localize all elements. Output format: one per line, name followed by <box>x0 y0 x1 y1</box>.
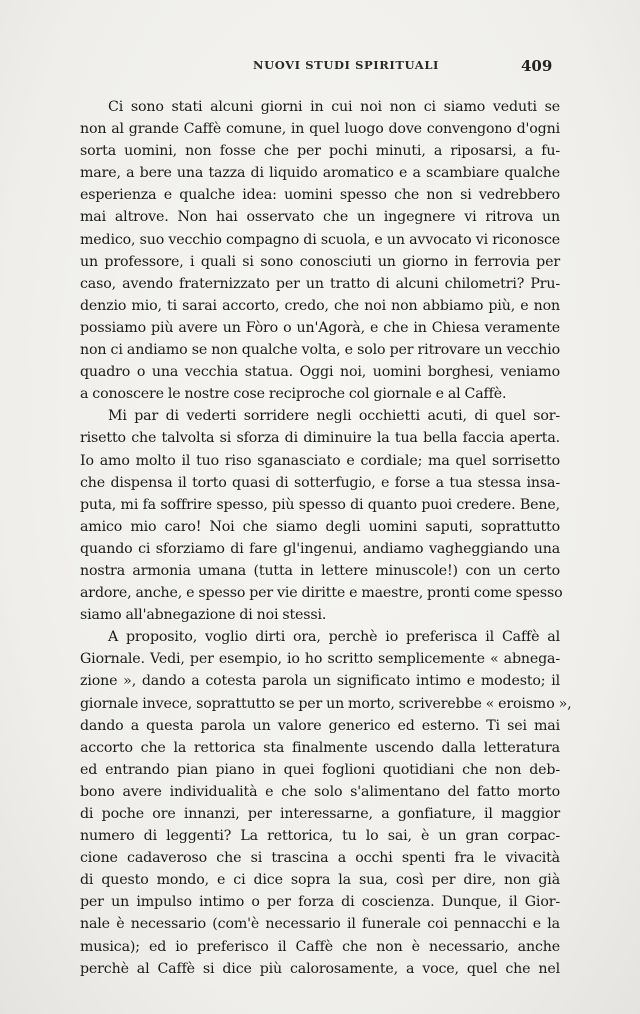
text-line: medico, suo vecchio compagno di scuola, e un avvocato vi riconosce <box>80 231 560 248</box>
text-line: un professore, i quali si sono conosciuti un giorno in ferrovia per <box>80 253 560 270</box>
text-line: non al grande Caffè comune, in quel luogo dove convengono d'ogni <box>80 121 560 138</box>
text-line: risetto che talvolta si sforza di diminuire la tua bella faccia aperta. <box>80 430 560 447</box>
text-line: perchè al Caffè si dice più calorosamente, a voce, quel che nel <box>80 960 560 977</box>
page-number: 409 <box>521 57 553 75</box>
text-line: caso, avendo fraternizzato per un tratto di alcuni chilometri? Pru- <box>80 275 560 292</box>
text-line: accorto che la rettorica sta finalmente uscendo dalla letteratura <box>80 739 560 756</box>
text-line: ardore, anche, e spesso per vie diritte e maestre, pronti come spesso <box>80 585 563 602</box>
text-line: bono avere individualità e che solo s'alimentano del fatto morto <box>80 783 560 800</box>
text-line: quando ci sforziamo di fare gl'ingenui, andiamo vagheggiando una <box>80 540 560 557</box>
text-line: musica); ed io preferisco il Caffè che non è necessario, anche <box>80 938 560 955</box>
text-line: amico mio caro! Noi che siamo degli uomini saputi, soprattutto <box>80 518 560 535</box>
text-line: puta, mi fa soffrire spesso, più spesso di quanto puoi credere. Bene, <box>80 496 560 513</box>
text-line: di poche ore innanzi, per interessarne, a gonfiature, il maggior <box>80 806 560 822</box>
text-line: A proposito, voglio dirti ora, perchè io preferisca il Caffè al <box>108 629 560 646</box>
text-line: nostra armonia umana (tutta in lettere minuscole!) con un certo <box>80 562 560 579</box>
running-head <box>0 58 640 78</box>
text-line: che dispensa il torto quasi di sotterfugio, e forse a tua stessa insa- <box>80 474 560 491</box>
text-line: zione », dando a cotesta parola un significato intimo e modesto; il <box>80 673 560 690</box>
text-line: a conoscere le nostre cose reciproche col giornale e al Caffè. <box>80 386 507 403</box>
text-line: giornale invece, soprattutto se per un morto, scriverebbe « eroismo », <box>80 695 572 712</box>
running-title: NUOVI STUDI SPIRITUALI <box>253 58 439 72</box>
text-line: Mi par di vederti sorridere negli occhietti acuti, di quel sor- <box>108 408 560 425</box>
text-line: mare, a bere una tazza di liquido aromatico e a scambiare qualche <box>80 165 560 182</box>
body-text <box>80 96 572 980</box>
text-line: Giornale. Vedi, per esempio, io ho scritto semplicemente « abnega- <box>80 651 560 668</box>
text-line: Ci sono stati alcuni giorni in cui noi non ci siamo veduti se <box>108 99 560 115</box>
text-line: nale è necessario (com'è necessario il funerale coi pennacchi e la <box>80 916 560 933</box>
paragraph-3 <box>80 626 572 980</box>
paragraph-2 <box>80 405 563 626</box>
text-line: Io amo molto il tuo riso sganasciato e cordiale; ma quel sorrisetto <box>80 452 560 469</box>
text-line: non ci andiamo se non qualche volta, e solo per ritrovare un vecchio <box>80 342 560 359</box>
text-line: mai altrove. Non hai osservato che un ingegnere vi ritrova un <box>80 209 560 226</box>
text-line: denzio mio, ti sarai accorto, credo, che noi non abbiamo più, e non <box>80 297 560 314</box>
text-line: sorta uomini, non fosse che per pochi minuti, a riposarsi, a fu- <box>80 143 560 160</box>
text-line: esperienza e qualche idea: uomini spesso che non si vedrebbero <box>80 187 560 204</box>
text-line: quadro o una vecchia statua. Oggi noi, uomini borghesi, veniamo <box>80 364 560 381</box>
text-line: numero di leggenti? La rettorica, tu lo sai, è un gran corpac- <box>80 828 560 845</box>
text-line: possiamo più avere un Fòro o un'Agorà, e che in Chiesa veramente <box>80 319 560 336</box>
paragraph-1 <box>80 96 560 405</box>
text-line: cione cadaveroso che si trascina a occhi spenti fra le vivacità <box>80 850 560 867</box>
text-line: dando a questa parola un valore generico ed esterno. Ti sei mai <box>80 717 560 734</box>
text-line: di questo mondo, e ci dice sopra la sua, così per dire, non già <box>80 872 560 889</box>
text-line: ed entrando pian piano in quei foglioni quotidiani che non deb- <box>80 761 560 778</box>
text-line: siamo all'abnegazione di noi stessi. <box>80 607 327 624</box>
text-line: per un impulso intimo o per forza di coscienza. Dunque, il Gior- <box>80 894 560 911</box>
